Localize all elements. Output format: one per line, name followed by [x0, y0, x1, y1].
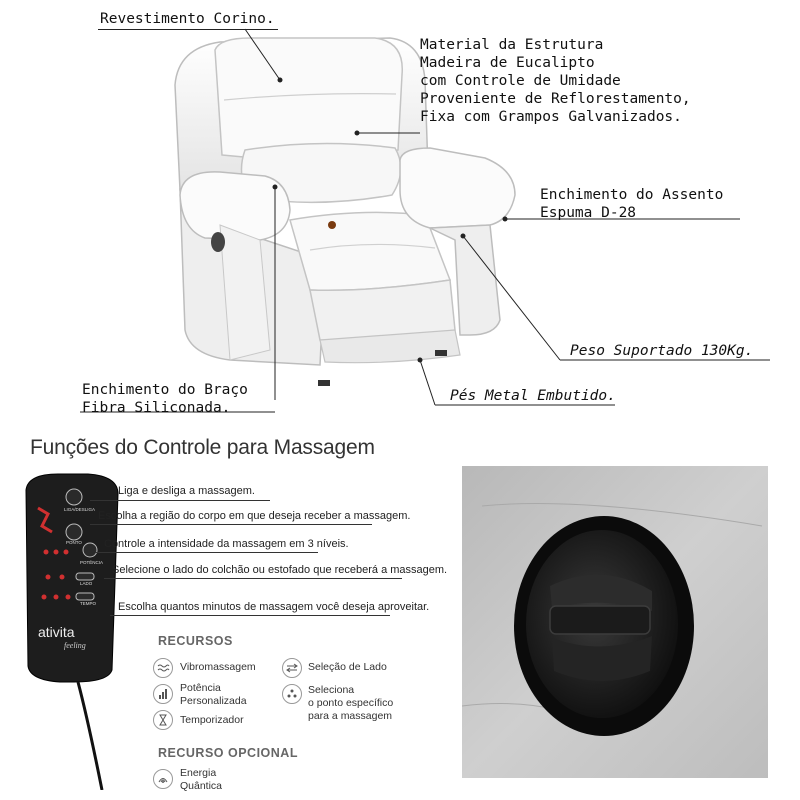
callout-peso: Peso Suportado 130Kg.: [570, 343, 754, 359]
opcional-title: RECURSO OPCIONAL: [158, 746, 298, 760]
function-liga: Liga e desliga a massagem.: [118, 485, 255, 497]
energy-icon: [153, 769, 173, 789]
bars-icon: [153, 684, 173, 704]
function-tempo-line: [110, 615, 390, 616]
wave-icon: [153, 658, 173, 678]
remote-brand-sub: feeling: [64, 641, 86, 650]
function-tempo: Escolha quantos minutos de massagem você deseja aproveitar.: [118, 601, 430, 613]
hourglass-icon: [153, 710, 173, 730]
recurso-potencia: Potência Personalizada: [180, 682, 247, 707]
function-lado: Selecione o lado do colchão ou estofado que receberá a massagem.: [112, 564, 448, 576]
remote-brand: ativita: [38, 624, 75, 640]
arrows-icon: [282, 658, 302, 678]
remote-label-potencia: POTÊNCIA: [80, 560, 104, 565]
function-intensidade-line: [96, 552, 318, 553]
function-regiao-line: [90, 524, 372, 525]
callout-revestimento: Revestimento Corino.: [100, 11, 275, 27]
remote-label-liga: LIGA/DESLIGA: [64, 507, 96, 512]
massage-section-title: Funções do Controle para Massagem: [30, 436, 375, 459]
callout-pes: Pés Metal Embutido.: [450, 388, 616, 404]
opcional-energia: Energia Quântica: [180, 767, 223, 792]
callout-estrutura: Material da Estrutura Madeira de Eucalipto com Controle de Umidade Proveniente de Reflorestamento, Fixa com Grampos Galvanizados.: [420, 37, 691, 125]
recurso-vibromassagem: Vibromassagem: [180, 661, 256, 673]
function-liga-line: [90, 500, 270, 501]
function-regiao: Escolha a região do corpo em que deseja receber a massagem.: [98, 510, 411, 522]
remote-label-ponto: PONTO: [66, 540, 82, 545]
lever-closeup-image: [462, 466, 768, 778]
recurso-temporizador: Temporizador: [180, 714, 244, 726]
recursos-title: RECURSOS: [158, 634, 233, 648]
callout-braco: Enchimento do Braço Fibra Siliconada.: [82, 382, 248, 416]
function-intensidade: Controle a intensidade da massagem em 3 níveis.: [104, 538, 349, 550]
remote-label-lado: LADO: [80, 581, 93, 586]
point-icon: [282, 684, 302, 704]
function-lado-line: [104, 578, 402, 579]
recurso-lado: Seleção de Lado: [308, 661, 387, 673]
callout-assento: Enchimento do Assento Espuma D-28: [540, 187, 724, 221]
recurso-ponto: Seleciona o ponto específico para a massagem: [308, 684, 394, 722]
remote-label-tempo: TEMPO: [80, 601, 97, 606]
